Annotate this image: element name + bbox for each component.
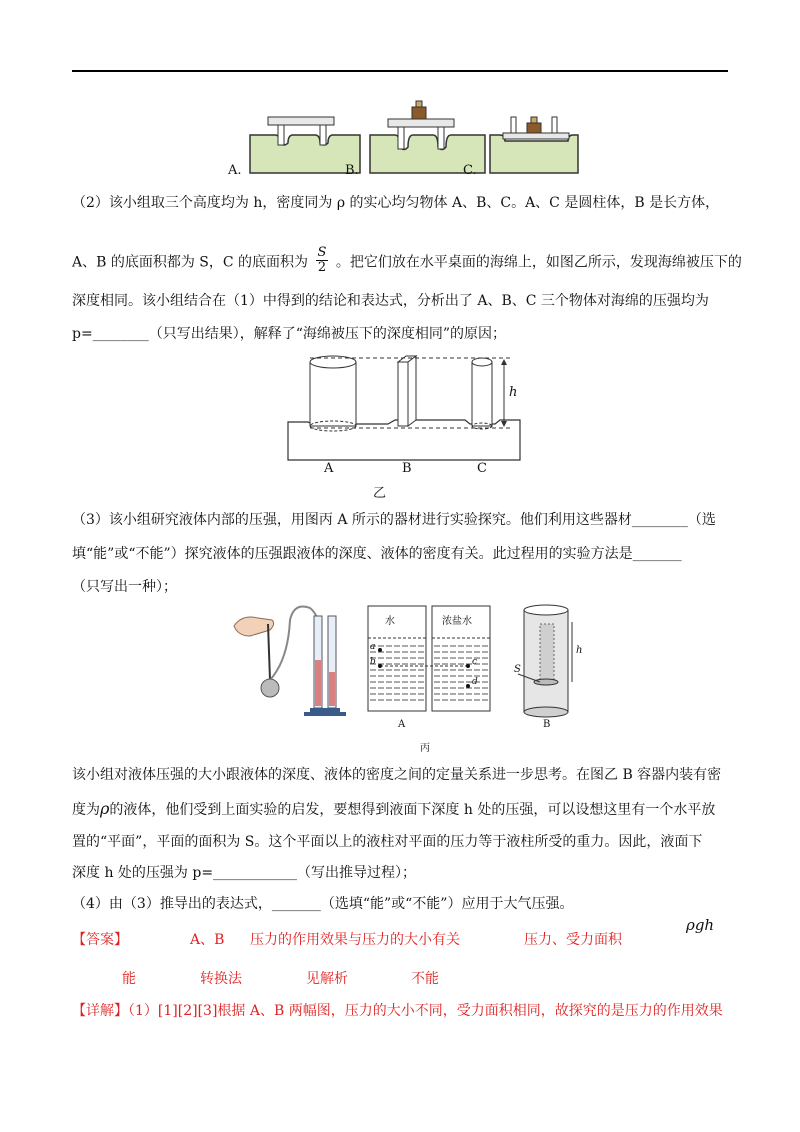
para4-line5: （4）由（3）推导出的表达式，_______（选填“能”或“不能”）应用于大气压强。 bbox=[72, 896, 574, 912]
object-b-cuboid bbox=[398, 356, 416, 426]
bing-h-label: h bbox=[576, 645, 583, 656]
para3-line1: （3）该小组研究液体内部的压强，用图丙 A 所示的器材进行实验探究。他们利用这些器材________（选 bbox=[72, 512, 716, 528]
yi-h-label: h bbox=[509, 385, 518, 400]
answer-item-6: 见解析 bbox=[306, 971, 348, 987]
answer-item-2: 压力的作用效果与压力的大小有关 bbox=[250, 932, 460, 948]
answer-item-3: 压力、受力面积 bbox=[524, 932, 622, 948]
object-c-cylinder bbox=[472, 358, 492, 429]
para4-line2a: 度为 bbox=[72, 802, 100, 818]
bing-label-b: B bbox=[543, 719, 551, 730]
detail-line bbox=[72, 1001, 723, 1021]
stool-figure-c bbox=[490, 117, 578, 173]
rho-symbol: ρ bbox=[100, 799, 110, 818]
header-rule bbox=[72, 70, 728, 72]
para2-line1: （2）该小组取三个高度均为 h，密度同为 ρ 的实心均匀物体 A、B、C。A、C 是圆柱体，B 是长方体， bbox=[72, 195, 720, 211]
bing-point-a: a bbox=[370, 642, 376, 652]
para3-line2: 填“能”或“不能”）探究液体的压强跟液体的深度、液体的密度有关。此过程用的实验方法是_______ bbox=[72, 546, 682, 562]
yi-label-b: B bbox=[402, 461, 412, 476]
pressure-gauge-apparatus bbox=[234, 607, 346, 717]
container-b-cylinder bbox=[518, 605, 572, 717]
bing-caption: 丙 bbox=[420, 743, 430, 754]
para2-line2a: A、B 的底面积都为 S，C 的底面积为 bbox=[72, 254, 309, 271]
figure-stool-sponge bbox=[220, 95, 590, 180]
fig-label-c: C. bbox=[463, 163, 477, 178]
yi-label-a: A bbox=[324, 461, 334, 476]
fig-label-a: A. bbox=[228, 163, 242, 178]
yi-caption: 乙 bbox=[373, 486, 387, 501]
answer-item-4: 能 bbox=[122, 971, 136, 987]
figure-yi-cylinders bbox=[280, 350, 530, 465]
bing-water-label: 水 bbox=[385, 616, 395, 627]
para2-line4: p=________（只写出结果），解释了“海绵被压下的深度相同”的原因； bbox=[72, 326, 507, 342]
bing-saltwater-label: 浓盐水 bbox=[442, 616, 472, 627]
bing-s-label: S bbox=[514, 664, 521, 675]
para4-line2b: 的液体，他们受到上面实验的启发，要想得到液面下深度 h 处的压强，可以设想这里有一个水平放 bbox=[109, 802, 716, 818]
bing-label-a: A bbox=[398, 719, 406, 730]
answer-item-1: A、B bbox=[190, 932, 225, 948]
answer-item-5: 转换法 bbox=[200, 971, 242, 987]
object-a-cylinder bbox=[310, 356, 356, 431]
para4-line2 bbox=[72, 799, 715, 820]
answer-rho-gh: ρgh bbox=[686, 916, 715, 934]
stool-figure-a bbox=[250, 117, 360, 173]
frac-numerator: S bbox=[317, 245, 327, 260]
answer-tag: 【答案】 bbox=[72, 932, 128, 948]
detail-text: （1）[1][2][3]根据 A、B 两幅图，压力的大小不同，受力面积相同，故探究的是压力的作用效果 bbox=[128, 1003, 723, 1019]
bing-point-c: c bbox=[472, 657, 478, 667]
answer-item-7: 不能 bbox=[411, 971, 439, 987]
para2-line2b: 。把它们放在水平桌面的海绵上，如图乙所示，发现海绵被压下的 bbox=[335, 254, 742, 271]
detail-tag: 【详解】 bbox=[72, 1003, 128, 1019]
fig-label-b: B. bbox=[345, 163, 359, 178]
para2-line2 bbox=[72, 245, 742, 277]
para4-line4: 深度 h 处的压强为 p=____________（写出推导过程）； bbox=[72, 865, 417, 881]
para4-line3: 置的“平面”，平面的面积为 S。这个平面以上的液柱对平面的压力等于液柱所受的重力。因此，液面下 bbox=[72, 834, 703, 850]
para2-line3: 深度相同。该小组结合在（1）中得到的结论和表达式，分析出了 A、B、C 三个物体对海绵的压强均为 bbox=[72, 293, 709, 309]
yi-label-c: C bbox=[477, 461, 487, 476]
para4-line1: 该小组对液体压强的大小跟液体的深度、液体的密度之间的定量关系进一步思考。在图乙 B 容器内装有密 bbox=[72, 767, 722, 783]
figure-bing bbox=[228, 600, 588, 750]
para3-line3: （只写出一种）； bbox=[72, 579, 177, 595]
bing-point-d: d bbox=[472, 677, 478, 687]
fraction-s-over-2 bbox=[316, 246, 329, 275]
bing-point-b: b bbox=[370, 657, 376, 667]
frac-denominator: 2 bbox=[317, 260, 327, 275]
